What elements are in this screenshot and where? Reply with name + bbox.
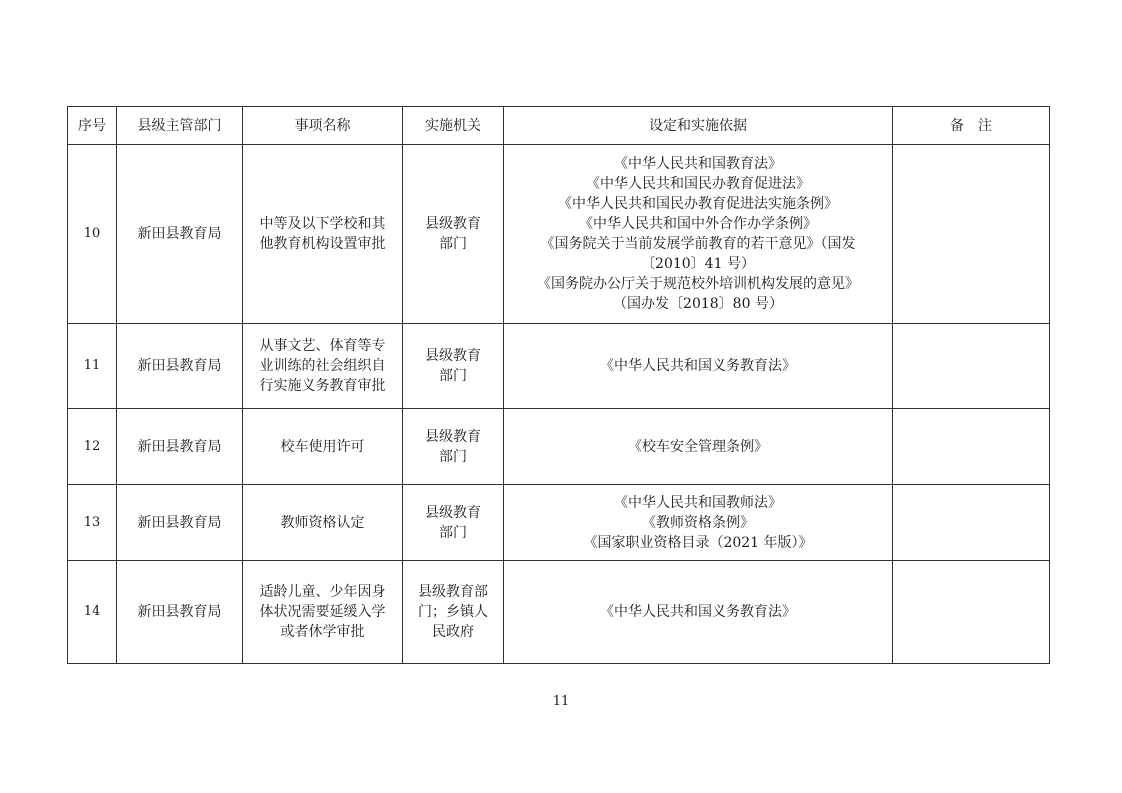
- agency-cell: 县级教育 部门: [403, 485, 504, 561]
- agency-cell: 县级教育 部门: [403, 409, 504, 485]
- serial-number-cell: 12: [68, 409, 117, 485]
- item-name-cell: 适龄儿童、少年因身 体状况需要延缓入学 或者休学审批: [243, 561, 403, 664]
- remarks-cell: [893, 409, 1050, 485]
- header-remarks: 备 注: [893, 107, 1050, 145]
- header-item-name: 事项名称: [243, 107, 403, 145]
- remarks-cell: [893, 324, 1050, 409]
- legal-basis-cell: 《中华人民共和国教师法》 《教师资格条例》 《国家职业资格目录（2021 年版）》: [504, 485, 893, 561]
- item-name-cell: 校车使用许可: [243, 409, 403, 485]
- table-row: [68, 561, 1050, 664]
- serial-number-cell: 13: [68, 485, 117, 561]
- legal-basis-cell: 《校车安全管理条例》: [504, 409, 893, 485]
- table-row: [68, 409, 1050, 485]
- table-row: [68, 324, 1050, 409]
- approval-items-table: [67, 106, 1050, 664]
- department-cell: 新田县教育局: [117, 324, 243, 409]
- department-cell: 新田县教育局: [117, 485, 243, 561]
- table-row: [68, 485, 1050, 561]
- header-legal-basis: 设定和实施依据: [504, 107, 893, 145]
- table-row: [68, 145, 1050, 324]
- header-serial-number: 序号: [68, 107, 117, 145]
- department-cell: 新田县教育局: [117, 145, 243, 324]
- serial-number-cell: 14: [68, 561, 117, 664]
- item-name-cell: 教师资格认定: [243, 485, 403, 561]
- remarks-cell: [893, 145, 1050, 324]
- remarks-cell: [893, 561, 1050, 664]
- item-name-cell: 从事文艺、体育等专 业训练的社会组织自 行实施义务教育审批: [243, 324, 403, 409]
- remarks-cell: [893, 485, 1050, 561]
- agency-cell: 县级教育部 门；乡镇人 民政府: [403, 561, 504, 664]
- department-cell: 新田县教育局: [117, 561, 243, 664]
- legal-basis-cell: 《中华人民共和国义务教育法》: [504, 561, 893, 664]
- legal-basis-cell: 《中华人民共和国教育法》 《中华人民共和国民办教育促进法》 《中华人民共和国民办教育促进法实施条例》 《中华人民共和国中外合作办学条例》 《国务院关于当前发展学前教育的若干意见》（国发 〔2010〕41 号） 《国务院办公厅关于规范校外培训机构发展的意见》 （国办发〔2018〕80 号）: [504, 145, 893, 324]
- serial-number-cell: 10: [68, 145, 117, 324]
- table-header-row: [68, 107, 1050, 145]
- serial-number-cell: 11: [68, 324, 117, 409]
- page-number: 11: [552, 694, 570, 709]
- agency-cell: 县级教育 部门: [403, 324, 504, 409]
- item-name-cell: 中等及以下学校和其 他教育机构设置审批: [243, 145, 403, 324]
- header-county-department: 县级主管部门: [117, 107, 243, 145]
- agency-cell: 县级教育 部门: [403, 145, 504, 324]
- department-cell: 新田县教育局: [117, 409, 243, 485]
- header-implementing-agency: 实施机关: [403, 107, 504, 145]
- legal-basis-cell: 《中华人民共和国义务教育法》: [504, 324, 893, 409]
